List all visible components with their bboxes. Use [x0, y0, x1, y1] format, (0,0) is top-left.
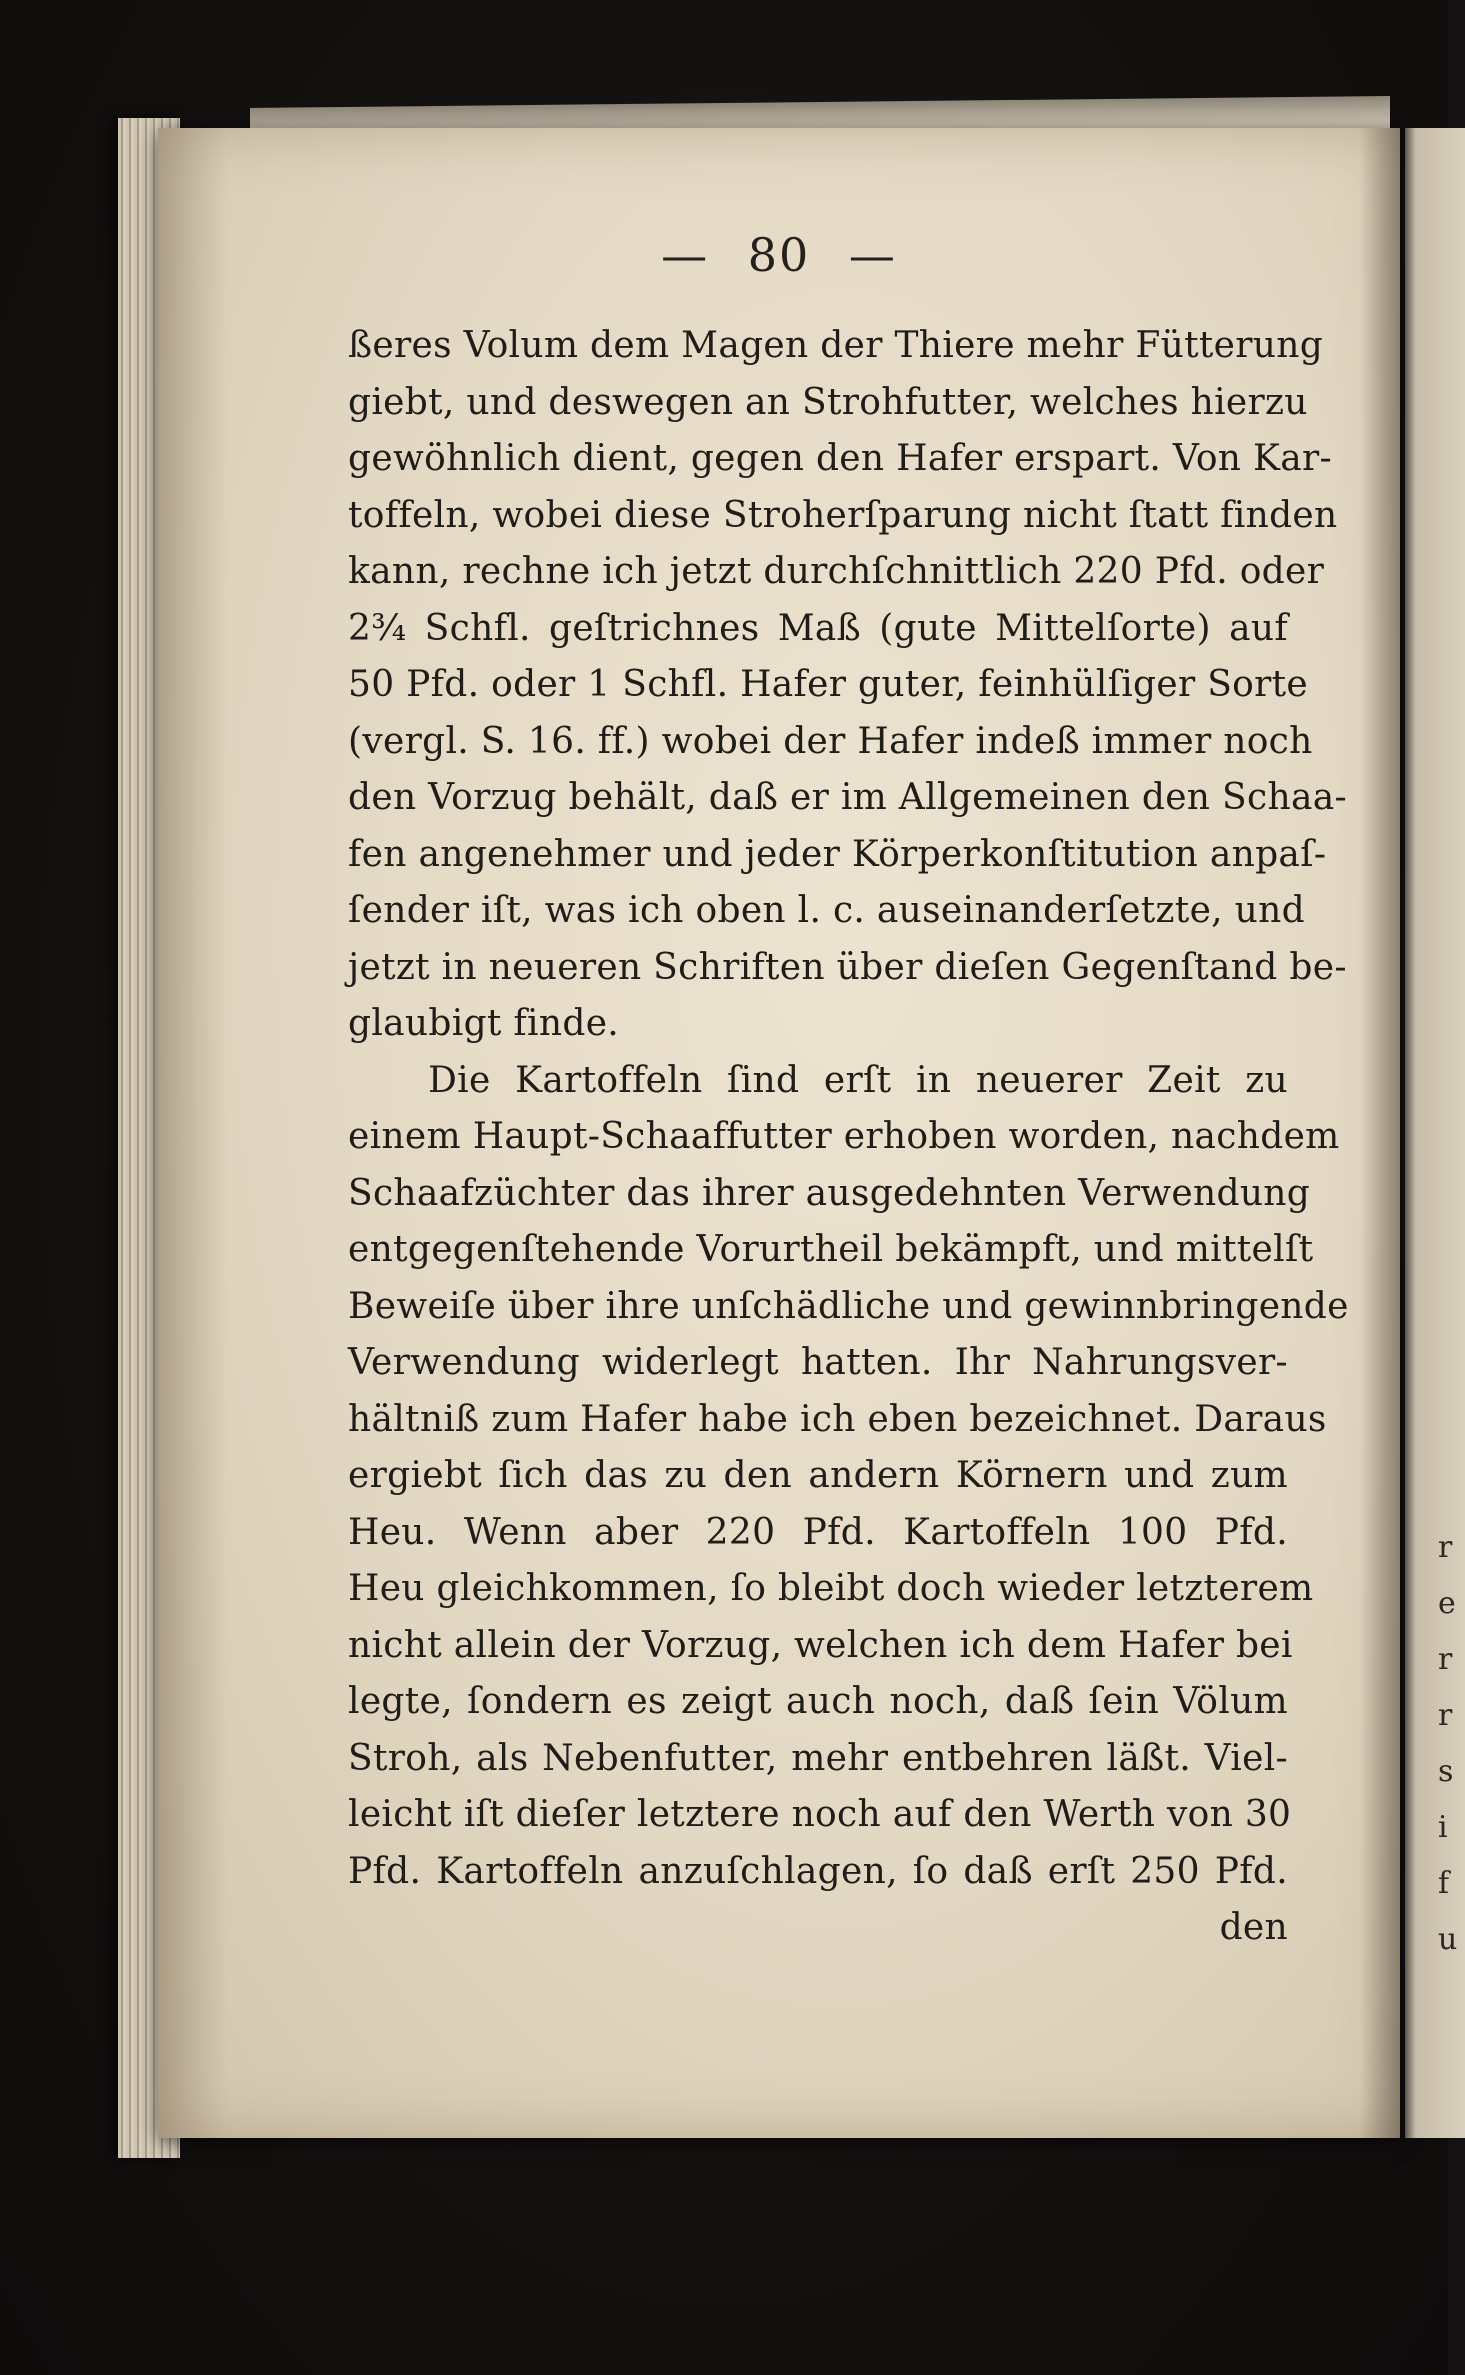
- text-line: Heu gleichkommen, ſo bleibt doch wieder letzterem: [348, 1568, 1314, 1609]
- facing-fragment: s: [1438, 1754, 1454, 1789]
- text-line: glaubigt finde.: [348, 1003, 620, 1044]
- text-line: einem Haupt-Schaaffutter erhoben worden, nachdem: [348, 1116, 1340, 1157]
- catchword: den: [1219, 1907, 1288, 1948]
- text-line: fen angenehmer und jeder Körperkonſtitution anpaſ-: [348, 833, 1327, 875]
- page-header: [158, 228, 1400, 282]
- text-line: ßeres Volum dem Magen der Thiere mehr Fütterung: [348, 325, 1324, 366]
- text-line: 50 Pfd. oder 1 Schfl. Hafer guter, feinhülſiger Sorte: [348, 664, 1309, 705]
- text-line: legte, ſondern es zeigt auch noch, daß ſein Völum: [348, 1681, 1288, 1722]
- text-line: hältniß zum Hafer habe ich eben bezeichnet. Daraus: [348, 1398, 1327, 1440]
- text-line: gewöhnlich dient, gegen den Hafer erspart. Von Kar-: [348, 438, 1332, 479]
- facing-fragment: i: [1438, 1810, 1448, 1845]
- text-line: leicht iſt dieſer letztere noch auf den Werth von 30: [348, 1794, 1292, 1835]
- facing-page-edge: [1405, 128, 1465, 2138]
- text-line: jetzt in neueren Schriften über dieſen Gegenſtand be-: [348, 946, 1347, 988]
- text-line: ſender iſt, was ich oben l. c. auseinanderſetzte, und: [348, 890, 1305, 931]
- facing-page-fragments: [1438, 1520, 1458, 1960]
- facing-fragment: r: [1438, 1642, 1453, 1677]
- facing-fragment: f: [1438, 1866, 1450, 1901]
- text-line: Stroh, als Nebenfutter, mehr entbehren läßt. Viel-: [348, 1737, 1288, 1779]
- body-text: [348, 318, 1349, 1957]
- text-line: 2¾ Schfl. geſtrichnes Maß (gute Mittelſorte) auf: [348, 607, 1288, 649]
- text-line: giebt, und deswegen an Strohfutter, welches hierzu: [348, 381, 1308, 423]
- text-line: nicht allein der Vorzug, welchen ich dem Hafer bei: [348, 1624, 1293, 1666]
- facing-fragment: u: [1438, 1922, 1458, 1957]
- text-line: Beweiſe über ihre unſchädliche und gewinnbringende: [348, 1285, 1349, 1327]
- text-line: Heu. Wenn aber 220 Pfd. Kartoffeln 100 Pfd.: [348, 1511, 1288, 1553]
- text-line: toffeln, wobei diese Stroherſparung nicht ſtatt finden: [348, 494, 1338, 536]
- text-line: Verwendung widerlegt hatten. Ihr Nahrungsver-: [348, 1342, 1288, 1383]
- paragraph-start-line: Die Kartoffeln ſind erſt in neuerer Zeit zu: [428, 1059, 1288, 1101]
- page-number: 80: [747, 228, 811, 282]
- facing-fragment: e: [1438, 1586, 1456, 1621]
- text-line: den Vorzug behält, daß er im Allgemeinen den Schaa-: [348, 777, 1347, 818]
- text-line: Schaafzüchter das ihrer ausgedehnten Verwendung: [348, 1172, 1311, 1214]
- text-line: Pfd. Kartoffeln anzuſchlagen, ſo daß erſt 250 Pfd.: [348, 1850, 1288, 1892]
- facing-fragment: r: [1438, 1698, 1453, 1733]
- header-dash-left: —: [661, 228, 710, 282]
- text-line: (vergl. S. 16. ff.) wobei der Hafer indeß immer noch: [348, 720, 1313, 762]
- text-line: kann, rechne ich jetzt durchſchnittlich 220 Pfd. oder: [348, 551, 1325, 592]
- text-line: entgegenſtehende Vorurtheil bekämpft, und mittelſt: [348, 1229, 1314, 1270]
- facing-fragment: r: [1438, 1530, 1453, 1565]
- header-dash-right: —: [848, 228, 897, 282]
- text-line: ergiebt ſich das zu den andern Körnern und zum: [348, 1455, 1288, 1496]
